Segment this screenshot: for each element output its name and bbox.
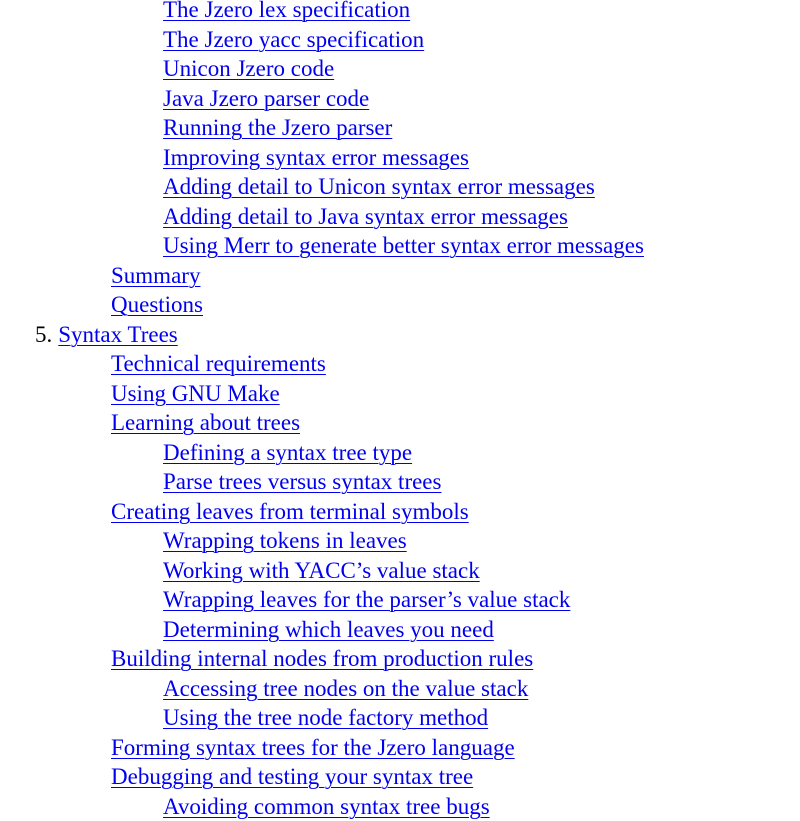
toc-entry <box>163 231 644 261</box>
toc-link[interactable]: Wrapping tokens in leaves <box>163 528 407 553</box>
toc-entry <box>163 113 392 143</box>
chapter-number: 5. <box>35 322 52 347</box>
toc-entry <box>111 733 515 763</box>
toc-entry <box>111 497 469 527</box>
toc-link[interactable]: The Jzero yacc specification <box>163 27 424 52</box>
toc-entry <box>163 792 490 821</box>
toc-link[interactable]: Using the tree node factory method <box>163 705 488 730</box>
toc-entry <box>111 762 473 792</box>
toc-entry <box>111 290 203 320</box>
toc-entry <box>163 615 494 645</box>
toc-link[interactable]: Parse trees versus syntax trees <box>163 469 441 494</box>
toc-link[interactable]: The Jzero lex specification <box>163 0 410 22</box>
toc-entry <box>163 25 424 55</box>
toc-link[interactable]: Avoiding common syntax tree bugs <box>163 794 490 819</box>
toc-entry <box>111 261 200 291</box>
toc-entry <box>163 172 595 202</box>
toc-entry <box>163 703 488 733</box>
toc-entry <box>35 320 178 350</box>
toc-link[interactable]: Debugging and testing your syntax tree <box>111 764 473 789</box>
toc-link[interactable]: Using GNU Make <box>111 381 280 406</box>
toc-entry <box>163 438 412 468</box>
toc-entry <box>111 349 326 379</box>
toc-link[interactable]: Technical requirements <box>111 351 326 376</box>
toc-link[interactable]: Unicon Jzero code <box>163 56 334 81</box>
toc-link[interactable]: Wrapping leaves for the parser’s value stack <box>163 587 570 612</box>
toc-entry <box>163 467 441 497</box>
toc-link[interactable]: Building internal nodes from production rules <box>111 646 533 671</box>
toc-link[interactable]: Questions <box>111 292 203 317</box>
toc-entry <box>163 54 334 84</box>
toc-entry <box>163 143 469 173</box>
toc-link[interactable]: Defining a syntax tree type <box>163 440 412 465</box>
toc-entry <box>163 84 369 114</box>
toc-link[interactable]: Using Merr to generate better syntax error messages <box>163 233 644 258</box>
toc-link[interactable]: Running the Jzero parser <box>163 115 392 140</box>
toc-link[interactable]: Creating leaves from terminal symbols <box>111 499 469 524</box>
toc-link[interactable]: Adding detail to Unicon syntax error messages <box>163 174 595 199</box>
toc-link[interactable]: Learning about trees <box>111 410 300 435</box>
toc-link[interactable]: Java Jzero parser code <box>163 86 369 111</box>
toc-link[interactable]: Determining which leaves you need <box>163 617 494 642</box>
toc-link[interactable]: Adding detail to Java syntax error messages <box>163 204 568 229</box>
toc-entry <box>163 0 410 25</box>
toc-link[interactable]: Syntax Trees <box>58 322 178 347</box>
toc-entry <box>163 556 480 586</box>
toc-link[interactable]: Forming syntax trees for the Jzero language <box>111 735 515 760</box>
toc-entry <box>111 408 300 438</box>
toc-entry <box>163 202 568 232</box>
toc-link[interactable]: Improving syntax error messages <box>163 145 469 170</box>
toc-entry <box>163 526 407 556</box>
toc-entry <box>163 674 528 704</box>
toc-entry <box>163 585 570 615</box>
toc-link[interactable]: Summary <box>111 263 200 288</box>
toc-link[interactable]: Accessing tree nodes on the value stack <box>163 676 528 701</box>
toc-link[interactable]: Working with YACC’s value stack <box>163 558 480 583</box>
toc-entry <box>111 379 280 409</box>
toc-entry <box>111 644 533 674</box>
